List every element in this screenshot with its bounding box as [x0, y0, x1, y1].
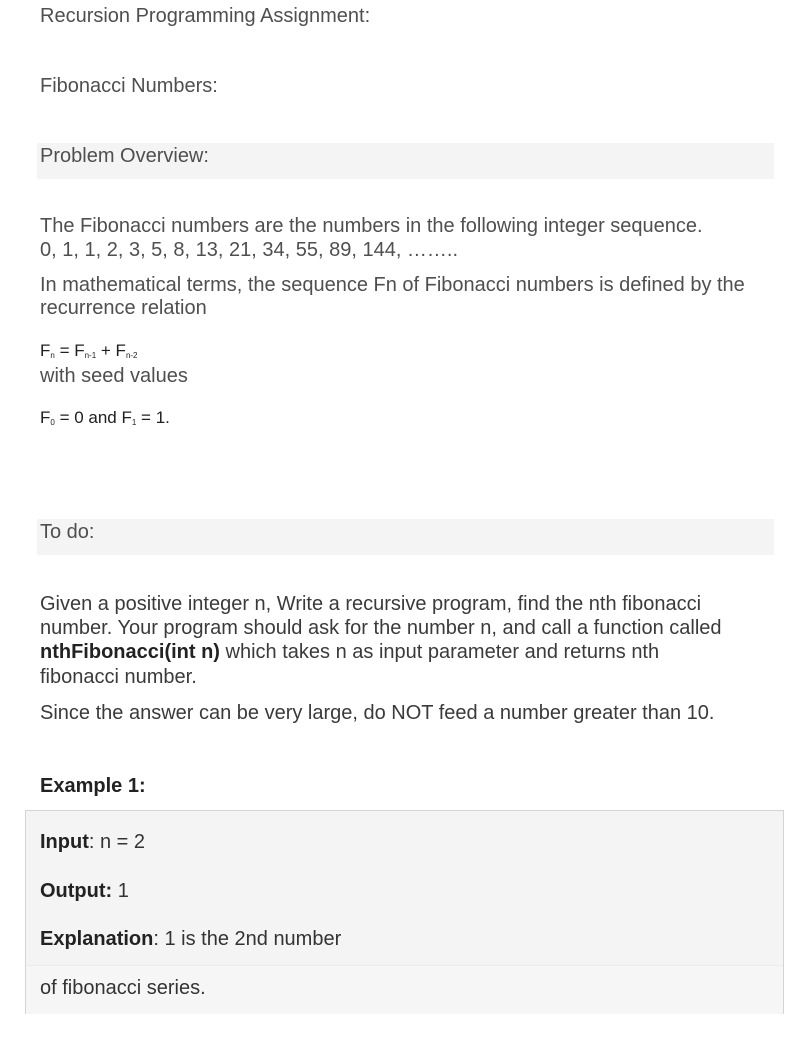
todo-note: Since the answer can be very large, do NOT feed a number greater than 10.	[40, 702, 715, 724]
formula-term: F	[40, 408, 51, 427]
example-explanation	[40, 927, 341, 951]
todo-line-4: fibonacci number.	[40, 666, 197, 688]
example-input-label: Input	[40, 831, 89, 853]
todo-line-3	[40, 640, 659, 664]
example-heading: Example 1:	[40, 775, 146, 797]
definition-line-2: recurrence relation	[40, 297, 207, 319]
formula-subscript: n-2	[125, 351, 138, 360]
example-input	[40, 830, 145, 854]
formula-subscript: n	[50, 351, 55, 360]
assignment-title: Recursion Programming Assignment:	[40, 5, 371, 27]
overview-intro: The Fibonacci numbers are the numbers in the following integer sequence.	[40, 215, 703, 237]
example-output-value: 1	[112, 880, 129, 902]
todo-line-2: number. Your program should ask for the number n, and call a function called	[40, 617, 722, 639]
formula-subscript: n-1	[84, 351, 97, 360]
problem-overview-heading: Problem Overview:	[40, 145, 209, 167]
formula-term: = 0 and F	[54, 408, 132, 427]
example-output-label: Output:	[40, 880, 113, 902]
formula-subscript: 1	[131, 418, 137, 427]
formula-term: = 1.	[136, 408, 170, 427]
formula-subscript: 0	[50, 418, 55, 427]
section-subtitle: Fibonacci Numbers:	[40, 75, 218, 97]
seed-values-label: with seed values	[40, 365, 188, 387]
definition-line-1: In mathematical terms, the sequence Fn of Fibonacci numbers is defined by the	[40, 274, 745, 296]
todo-header	[37, 519, 774, 555]
example-output	[40, 879, 129, 903]
todo-line-1: Given a positive integer n, Write a recursive program, find the nth fibonacci	[40, 593, 702, 615]
todo-line-3-rest: which takes n as input parameter and returns nth	[219, 641, 660, 663]
todo-heading: To do:	[40, 521, 95, 543]
seed-values-formula	[40, 408, 170, 433]
fibonacci-sequence: 0, 1, 1, 2, 3, 5, 8, 13, 21, 34, 55, 89, 144, ……..	[40, 239, 459, 261]
example-explanation-continued: of fibonacci series.	[40, 977, 206, 999]
formula-term: = F	[54, 341, 85, 360]
formula-term: + F	[96, 341, 126, 360]
example-explanation-value: : 1 is the 2nd number	[153, 928, 342, 950]
example-continuation-row	[26, 965, 783, 1014]
example-input-value: : n = 2	[88, 831, 146, 853]
formula-term: F	[40, 341, 51, 360]
function-name: nthFibonacci(int n)	[40, 641, 220, 663]
example-box	[25, 810, 784, 1014]
problem-overview-header	[37, 143, 774, 179]
example-explanation-label: Explanation	[40, 928, 154, 950]
recurrence-formula	[40, 341, 138, 366]
